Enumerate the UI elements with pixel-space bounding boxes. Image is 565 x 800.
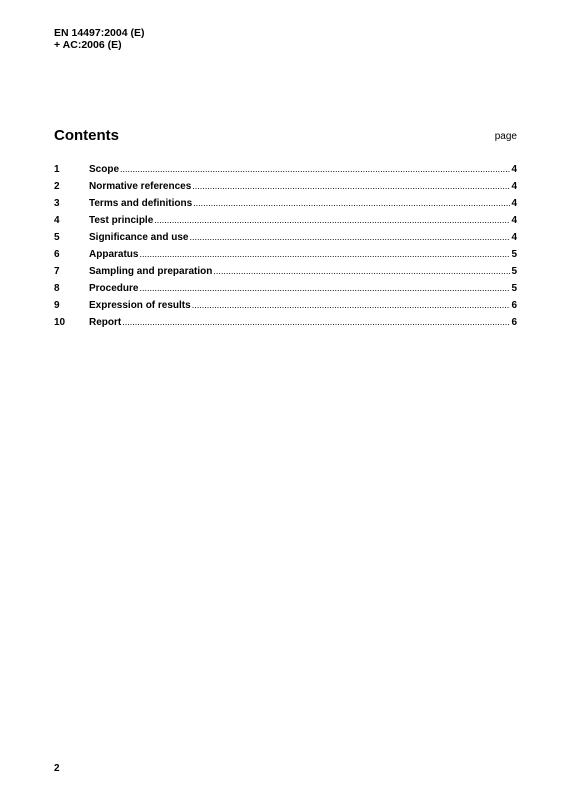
toc-entry[interactable] (54, 163, 517, 180)
page-column-label: page (494, 131, 517, 142)
toc-entry-title: Test principle (89, 215, 154, 226)
table-of-contents (54, 163, 517, 333)
page-number: 2 (54, 763, 60, 774)
contents-heading: Contents (54, 127, 119, 144)
toc-dot-leader (192, 299, 511, 311)
toc-entry-title: Procedure (89, 283, 139, 294)
toc-entry-number: 4 (54, 215, 60, 226)
toc-entry-number: 1 (54, 164, 60, 175)
toc-entry[interactable] (54, 231, 517, 248)
toc-entry[interactable] (54, 265, 517, 282)
toc-entry-title: Terms and definitions (89, 198, 193, 209)
toc-entry-page: 5 (511, 266, 517, 277)
toc-entry-page: 6 (511, 317, 517, 328)
toc-entry-number: 9 (54, 300, 60, 311)
toc-entry-number: 7 (54, 266, 60, 277)
toc-dot-leader (192, 180, 510, 192)
toc-entry-page: 4 (511, 198, 517, 209)
toc-dot-leader (120, 163, 510, 175)
toc-entry[interactable] (54, 316, 517, 333)
toc-entry-page: 4 (511, 181, 517, 192)
toc-entry-number: 10 (54, 317, 66, 328)
toc-entry-page: 4 (511, 164, 517, 175)
toc-entry-number: 3 (54, 198, 60, 209)
toc-entry[interactable] (54, 214, 517, 231)
toc-entry-title: Expression of results (89, 300, 191, 311)
toc-entry[interactable] (54, 282, 517, 299)
toc-dot-leader (154, 214, 510, 226)
toc-entry-number: 6 (54, 249, 60, 260)
toc-entry-title: Sampling and preparation (89, 266, 213, 277)
toc-entry[interactable] (54, 197, 517, 214)
toc-entry-page: 5 (511, 249, 517, 260)
toc-entry-page: 5 (511, 283, 517, 294)
document-header (54, 27, 144, 51)
toc-dot-leader (139, 282, 510, 294)
toc-entry[interactable] (54, 248, 517, 265)
toc-entry-title: Significance and use (89, 232, 189, 243)
toc-entry-title: Apparatus (89, 249, 139, 260)
toc-dot-leader (193, 197, 510, 209)
toc-entry-title: Scope (89, 164, 120, 175)
toc-entry-number: 5 (54, 232, 60, 243)
toc-entry-title: Normative references (89, 181, 192, 192)
toc-dot-leader (139, 248, 510, 260)
toc-entry-number: 8 (54, 283, 60, 294)
toc-entry-page: 4 (511, 215, 517, 226)
corrigendum-designation: + AC:2006 (E) (54, 39, 122, 51)
toc-entry-page: 4 (511, 232, 517, 243)
toc-dot-leader (213, 265, 510, 277)
toc-dot-leader (122, 316, 510, 328)
toc-entry-title: Report (89, 317, 122, 328)
toc-dot-leader (189, 231, 510, 243)
toc-entry-page: 6 (511, 300, 517, 311)
toc-entry-number: 2 (54, 181, 60, 192)
toc-entry[interactable] (54, 180, 517, 197)
standard-designation: EN 14497:2004 (E) (54, 27, 145, 39)
toc-entry[interactable] (54, 299, 517, 316)
